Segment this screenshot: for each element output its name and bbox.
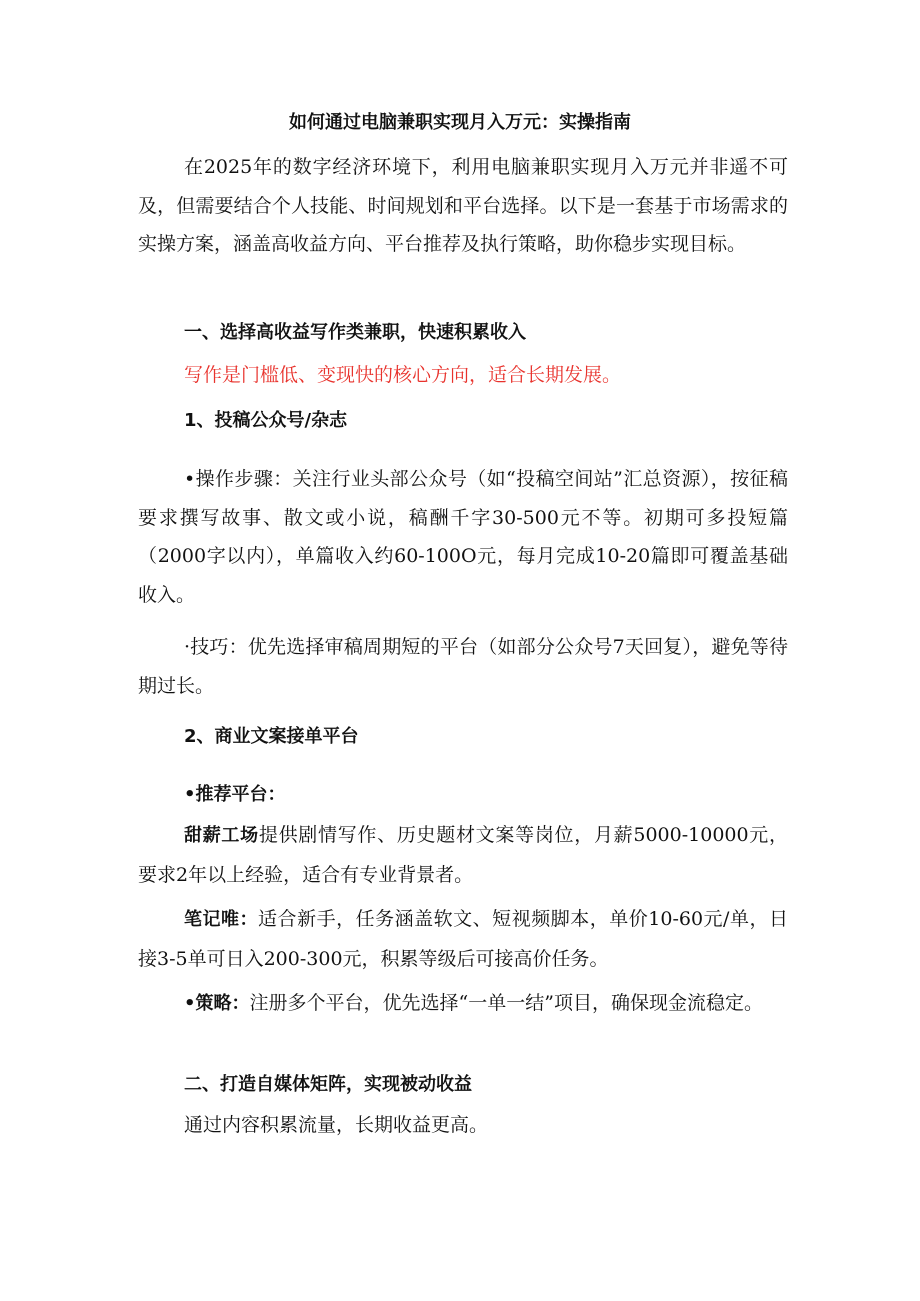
strategy-paragraph — [138, 984, 788, 1024]
intro-paragraph: 在2025年的数字经济环境下，利用电脑兼职实现月入万元并非遥不可及，但需要结合个人技能、时间规划和平台选择。以下是一套基于市场需求的实操方案，涵盖高收益方向、平台推荐及执行策略，助你稳步实现目标。 — [138, 156, 788, 255]
sub1-heading: 1、投稿公众号/杂志 — [184, 410, 348, 431]
section2-text: 通过内容积累流量，长期收益更高。 — [184, 1114, 489, 1136]
platform-biji-label: 笔记唯： — [184, 909, 259, 930]
platform-tianxin-label: 甜薪工场 — [184, 825, 259, 846]
sub1-steps — [138, 460, 788, 614]
platform-biji-text: 适合新手，任务涵盖软文、短视频脚本，单价10-60元/单，日接3-5单可日入200-300元，积累等级后可接高价任务。 — [138, 908, 788, 970]
strategy-label: •策略： — [184, 993, 250, 1014]
platforms-label: •推荐平台： — [184, 784, 286, 805]
section1-highlight: 写作是门槛低、变现快的核心方向，适合长期发展。 — [184, 364, 622, 386]
section2-heading: 二、打造自媒体矩阵，实现被动收益 — [184, 1074, 472, 1095]
section1-heading: 一、选择高收益写作类兼职，快速积累收入 — [184, 322, 526, 343]
steps-text: 关注行业头部公众号（如“投稿空间站”汇总资源），按征稿要求撰写故事、散文或小说，稿酬千字30-500元不等。初期可多投短篇（2000字以内），单篇收入约60-100O元，每月完成10-20篇即可覆盖基础收入。 — [138, 468, 788, 606]
platform-tianxin — [138, 816, 788, 894]
platform-biji — [138, 900, 788, 978]
page-title: 如何通过电脑兼职实现月入万元：实操指南 — [289, 112, 631, 133]
sub1-tip — [138, 628, 788, 705]
platform-tianxin-text: 提供剧情写作、历史题材文案等岗位，月薪5000-10000元，要求2年以上经验，适合有专业背景者。 — [138, 824, 789, 886]
tip-text: 优先选择审稿周期短的平台（如部分公众号7天回复），避免等待期过长。 — [138, 636, 788, 697]
strategy-text: 注册多个平台，优先选择“一单一结”项目，确保现金流稳定。 — [249, 992, 763, 1014]
sub2-heading: 2、商业文案接单平台 — [184, 726, 359, 747]
tip-label: ·技巧： — [184, 636, 248, 658]
steps-label: •操作步骤： — [184, 468, 293, 490]
